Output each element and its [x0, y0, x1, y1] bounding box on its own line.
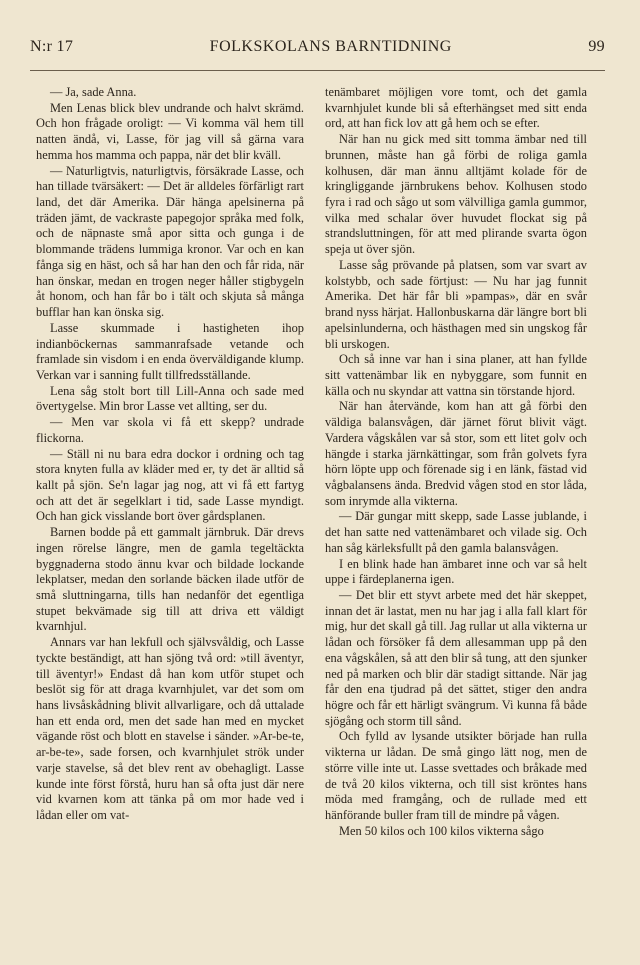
paragraph: — Det blir ett styvt arbete med det här skeppet, innan det är lastat, men nu har jag i alla fall klart för mig, hur det skall gå till. Jag rullar ut alla vikterna ur lådan och försöker få dem allesamman upp på den ena vågskålen, så att den blir så tung, att den sjunker ned på marken och blir där stadigt sittande. När jag får den ena tjudrad på det sättet, stiger den andra högre och får ett härligt svängrum. Vi kunna få både sjögång och storm till sånd. — [325, 588, 587, 728]
paragraph: — Där gungar mitt skepp, sade Lasse jublande, i det han satte ned vattenämbaret och vilade sig. Och han såg kärleksfullt på den gamla balansvågen. — [325, 509, 587, 555]
publication-title: FOLKSKOLANS BARNTIDNING — [209, 38, 452, 55]
paragraph: I en blink hade han ämbaret inne och var så helt uppe i färdeplanerna igen. — [325, 556, 587, 587]
paragraph: — Ställ ni nu bara edra dockor i ordning och tag stora knyten fulla av kläder med er, ty det är alltid så kallt på sjön. Se'n lagar jag nog, att vi få ett fartyg och att det är segelklart i tid, sade Lasse myndigt. Och han gick visslande bort över gårdsplanen. — [36, 446, 304, 524]
paragraph: När han nu gick med sitt tomma ämbar ned till brunnen, måste han gå förbi de roliga gamla kolhusen, där man ännu alltjämt kolade för de kringliggande järnbrukens behov. Kolhusen stodo fyra i rad och sågo ut som välvilliga gamla gummor, vilka med schalar över huvudet flockat sig på strandsluttningen, för att med plirande svarta ögon speja ut över sjön. — [325, 132, 587, 257]
right-column — [325, 85, 587, 840]
left-column — [36, 85, 304, 824]
header-rule — [30, 70, 605, 71]
paragraph: Och så inne var han i sina planer, att han fyllde sitt vattenämbar lik en nybyggare, som funnit en källa och nu skyndar att vattna sin törstande hjord. — [325, 352, 587, 398]
paragraph: Lasse skummade i hastigheten ihop indianböckernas sammanrafsade vetande och framlade sin visdom i en enda överväldigande klump. Verkan var i sanning fullt tillfredsställande. — [36, 320, 304, 382]
paragraph-continued: tenämbaret möjligen vore tomt, och det gamla kvarnhjulet kunde bli så efterhängset med sitt enda ord, att han fick lov att gå hem och se efter. — [325, 85, 587, 131]
paragraph: Men 50 kilos och 100 kilos vikterna sågo — [339, 823, 544, 838]
paragraph: Lena såg stolt bort till Lill-Anna och sade med övertygelse. Min bror Lasse vet allting, ser du. — [36, 383, 304, 414]
issue-number: N:r 17 — [30, 38, 74, 55]
paragraph: — Ja, sade Anna. — [50, 85, 137, 99]
paragraph: När han återvände, kom han att gå förbi den väldiga balansvågen, där järnet förut blivit vägt. Vardera vågskålen var så stor, som ett litet golv och hängde i starka järnkättingar, som från golvets fyra hörn löpte upp och förenade sig i en länk, fästad vid vågbalansens ända. Bredvid vågen stod en stor låda, som inrymde alla vikterna. — [325, 399, 587, 508]
paragraph: — Men var skola vi få ett skepp? undrade flickorna. — [36, 415, 304, 445]
page-header — [30, 38, 605, 62]
paragraph: Barnen bodde på ett gammalt järnbruk. Där drevs ingen rörelse längre, men de gamla tegeltäckta byggnaderna stodo ännu kvar och bildade lockande lekplatser, medan den sorlande bäcken ilade utför de små sluttningarna, tills han nedanför det egentliga stupet bekvämade sig till att driva ett väldigt kvarnhjul. — [36, 525, 304, 634]
paragraph: Lasse såg prövande på platsen, som var svart av kolstybb, och sade förtjust: — Nu har jag funnit Amerika. Det här får bli »pampas», där en svår brand nyss härjat. Hallonbuskarna där längre bort bli apelsinlunderna, och hästhagen med sin ungskog får bli urskogen. — [325, 257, 587, 351]
paragraph: Annars var han lekfull och självsvåldig, och Lasse tyckte beständigt, att han sjöng två ord: »till äventyr, till äventyr!» Endast då han kom utför stupet och beslöt sig för att draga kvarnhjulet, var det som om hans livsåskådning blivit allvarligare, och då uttalade han ett enda ord, men det sade han med en mycket vägande röst och blott en stavelse i sänder. »Ar-be-te, ar-be-te», sade forsen, och kvarnhjulet strök under varje stavelse, så det blev rent av obehagligt. Lasse kunde inte först förstå, huru han så ofta just där nere vid kvarnen kom att tänka på om mor hade ved i lådan eller om vat- — [36, 635, 304, 823]
paragraph: Men Lenas blick blev undrande och halvt skrämd. Och hon frågade oroligt: — Vi komma väl hem till natten ändå, vi, Lasse, för jag vill så gärna vara hemma hos mamma och pappa, när det blir kväll. — [36, 100, 304, 162]
paragraph: Och fylld av lysande utsikter började han rulla vikterna ur lådan. De små gingo lätt nog, men de större ville inte ut. Lasse svettades och bråkade med de två 20 kilos vikterna, och till sist kröntes hans möda med framgång, och de rullade med ett hänförande buller fram till de mindre på vågen. — [325, 729, 587, 823]
paragraph: — Naturligtvis, naturligtvis, försäkrade Lasse, och han tillade tvärsäkert: — Det är alldeles förfärligt rart land, det där Amerika. Där hänga apelsinerna på träden jämt, de vackraste papegojor språka med folk, och de näpnaste små apor sitta och gunga i de blommande trädens lummiga kronor. Var och en kan fånga sig en häst, och så har han den och får rida, när han önskar, medan en trogen neger håller stigbygeln åt honom, och han får bo i tält och skjuta så många bufflar han kan önska sig. — [36, 163, 304, 320]
page-number: 99 — [588, 38, 605, 55]
